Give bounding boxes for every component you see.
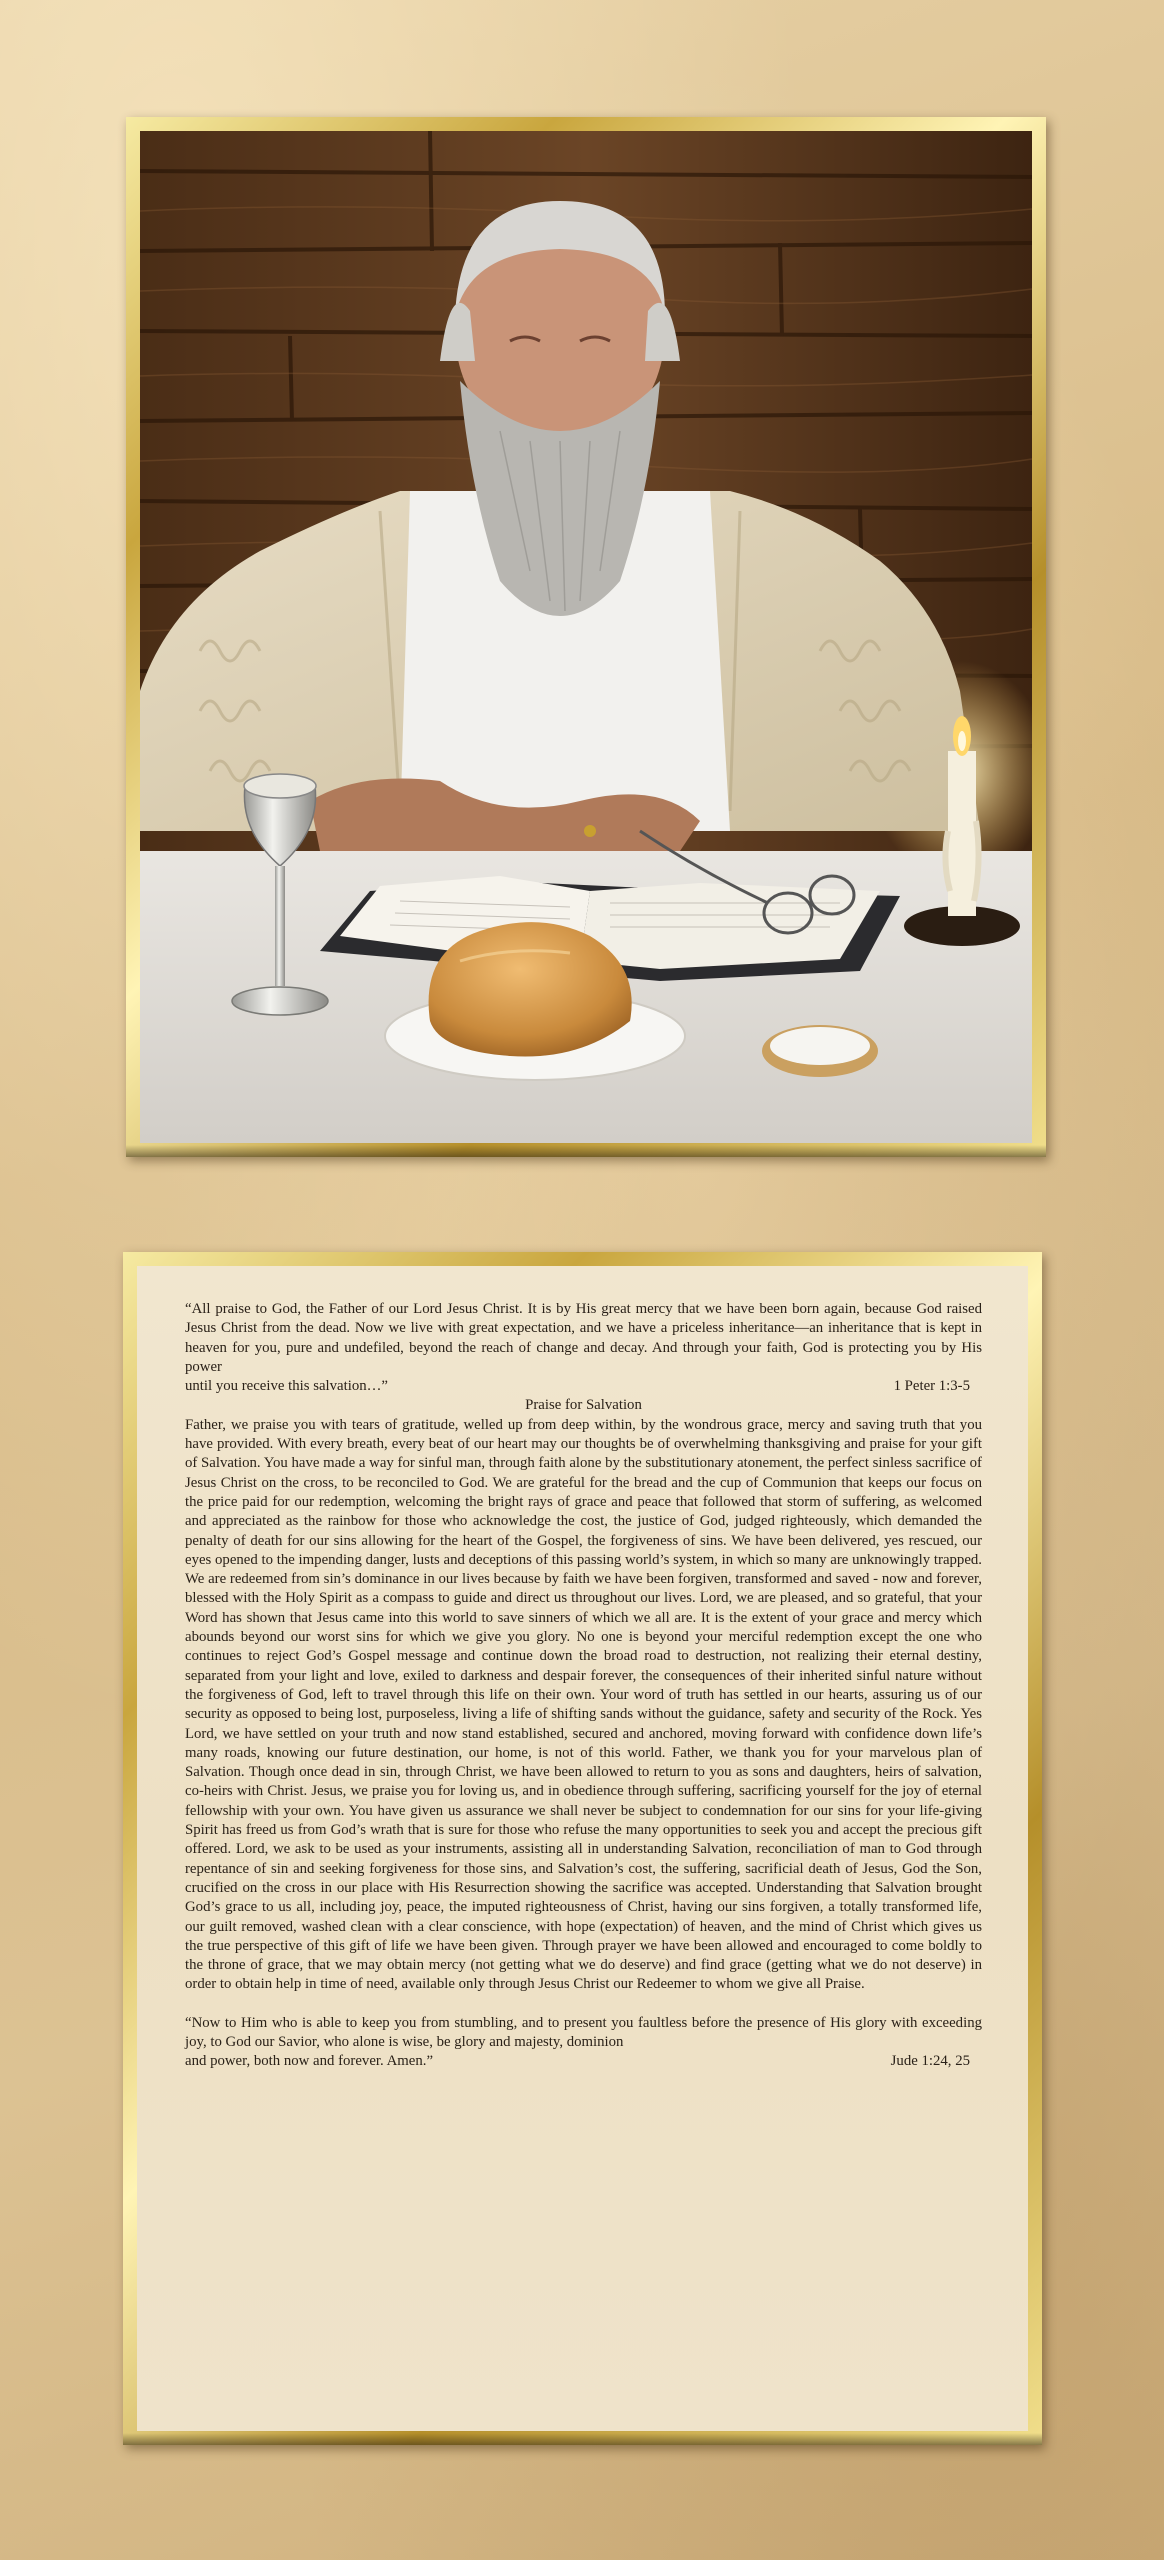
prayer-panel: [137, 1266, 1028, 2431]
closing-citation-line: [185, 2052, 982, 2071]
closing-quote-text: “Now to Him who is able to keep you from stumbling, and to present you faultless before the presence of His glory with exceeding joy, to God our Savior, who alone is wise, be glory and majesty, dominion: [185, 2014, 982, 2050]
photo-illustration: [140, 131, 1032, 1143]
opening-scripture-reference: 1 Peter 1:3-5: [893, 1378, 970, 1395]
prayer-photo: [140, 131, 1032, 1143]
opening-quote-last-line: until you receive this salvation…”: [185, 1378, 388, 1395]
opening-scripture-quote: [185, 1300, 982, 1377]
opening-citation-line: [185, 1377, 982, 1396]
prayer-body: Father, we praise you with tears of gratitude, welled up from deep within, by the wondrous grace, mercy and saving truth that you have provided. With every breath, every beat of our heart may our thoughts be of overwhelming thanksgiving and praise for your gift of Salvation. You have made a way for sinful man, through faith alone by the substitutionary atonement, the perfect sinless sacrifice of Jesus Christ on the cross, to be reconciled to God. We are grateful for the bread and the cup of Communion that keeps our focus on the price paid for our redemption, welcoming the bright rays of grace and peace that followed that storm of suffering, as welcomed and appreciated as the rainbow for those who acknowledge the cost, the justice of God, judged righteously, which demanded the penalty of death for our sins allowing for the heart of the Gospel, the forgiveness of sins. We have been delivered, yes rescued, our eyes opened to the impending danger, lusts and deceptions of this passing world’s system, in which so many are unknowingly trapped. We are redeemed from sin’s dominance in our lives because by faith we have been forgiven, transformed and saved - now and forever, blessed with the Holy Spirit as a compass to guide and direct us throughout our lives. Lord, we are pleased, and so grateful, that your Word has shown that Jesus came into this world to save sinners of which we all are. It is the extent of your grace and mercy which abounds beyond our worst sins for which we give you glory. No one is beyond your merciful redemption except the one who continues to reject God’s Gospel message and continue down the broad road to destruction, not realizing their eternal destiny, separated from your light and love, exiled to darkness and despair forever, the consequences of their inherited sinful nature without the forgiveness of God, left to travel through this life on their own. Your word of truth has settled in our hearts, assuring us of our security as opposed to being lost, purposeless, living a life of shifting sands without the guidance, safety and security of the Rock. Yes Lord, we have settled on your truth and now stand established, secured and anchored, moving forward with confidence down life’s many roads, knowing our future destination, our home, is not of this world. Father, we thank you for your marvelous plan of Salvation. Though once dead in sin, through Christ, we have been allowed to return to you as sons and daughters, heirs of salvation, co-heirs with Christ. Jesus, we praise you for loving us, and in obedience through suffering, sacrificing yourself for the joy of eternal fellowship with your own. You have given us assurance we shall never be subject to condemnation for our sins for your life-giving Spirit has freed us from God’s wrath that is sure for those who refuse the many opportunities to seek you and accept the precious gift offered. Lord, we ask to be used as your instruments, assisting all in understanding Salvation, reconciliation of man to God through repentance of sin and seeking forgiveness for those sins, and Salvation’s cost, the suffering, sacrificial death of Jesus, God the Son, crucified on the cross in our place with His Resurrection showing the sacrifice was accepted. Understanding that Salvation brought God’s grace to us all, including joy, peace, the imputed righteousness of Christ, having our sins forgiven, a totally transformed life, our guilt removed, washed clean with a clear conscience, with hope (expectation) of heaven, and the mind of Christ which gives us the true perspective of this gift of life we have been given. Through prayer we have been allowed and encouraged to come boldly to the throne of grace, that we may obtain mercy (not getting what we do deserve) and find grace (getting what we do not deserve) in order to obtain help in time of need, available only through Jesus Christ our Redeemer to whom we give all Praise.: [185, 1416, 982, 1993]
prayer-heading: Praise for Salvation: [525, 1397, 642, 1414]
closing-scripture-quote: [185, 2014, 982, 2072]
opening-quote-text: “All praise to God, the Father of our Lord Jesus Christ. It is by His great mercy that we have been born again, because God raised Jesus Christ from the dead. Now we live with great expectation, and we have a priceless inheritance—an inheritance that is kept in heaven for you, pure and undefiled, beyond the reach of change and decay. And through your faith, God is protecting you by His power: [185, 1301, 982, 1375]
closing-scripture-reference: Jude 1:24, 25: [890, 2053, 970, 2070]
text-frame: [123, 1252, 1042, 2445]
closing-quote-last-line: and power, both now and forever. Amen.”: [185, 2053, 434, 2070]
photo-frame: [126, 117, 1046, 1157]
